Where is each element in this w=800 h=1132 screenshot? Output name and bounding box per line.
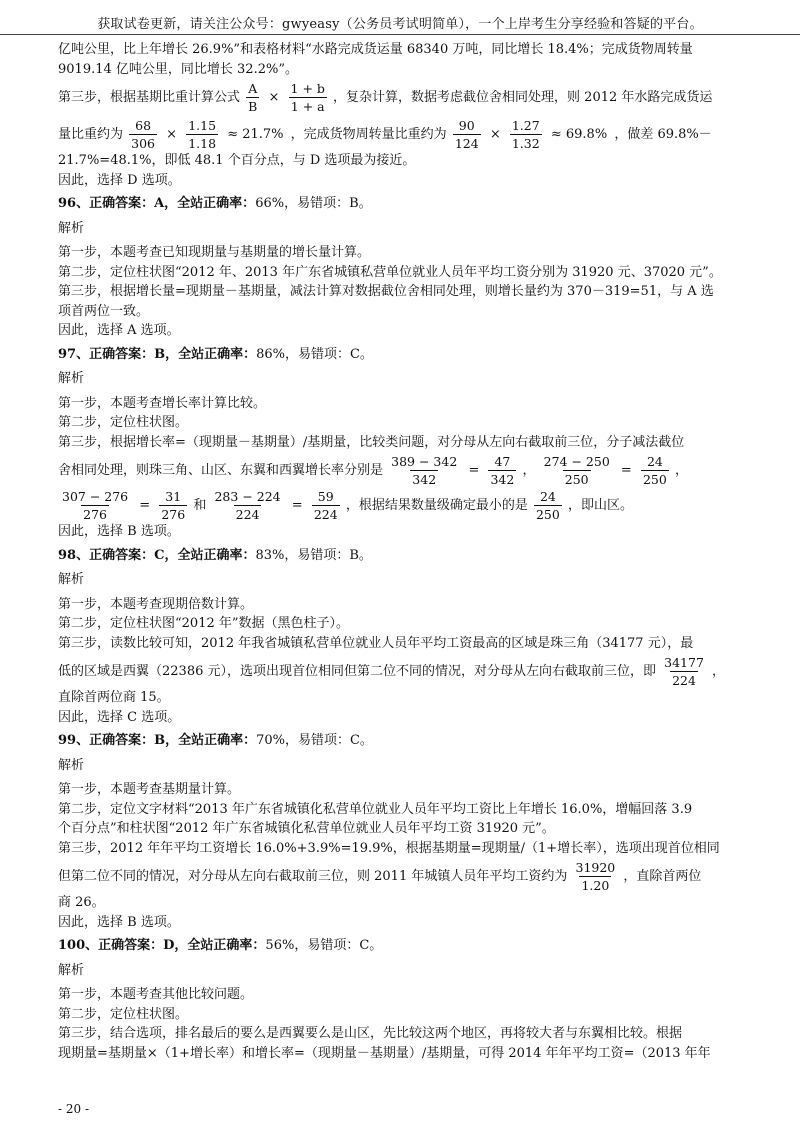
page-number: - 20 - xyxy=(58,1102,90,1116)
fraction-numerator: 31 xyxy=(165,489,182,504)
fraction-denominator: 1.20 xyxy=(581,878,610,893)
answer-rest: 56%，易错项：C。 xyxy=(265,938,383,953)
text-segment: ，即山区。 xyxy=(567,498,633,513)
fraction xyxy=(641,454,669,487)
fraction xyxy=(289,81,327,114)
text-line: 第二步，定位柱状图。 xyxy=(58,1006,189,1022)
operator: = xyxy=(620,462,632,478)
text-line: 第一步，本题考查已知现期量与基期量的增长量计算。 xyxy=(58,245,371,260)
fraction-numerator: 24 xyxy=(646,454,663,469)
text-line: 商 26。 xyxy=(58,895,105,910)
operator: = xyxy=(139,497,151,513)
fraction xyxy=(453,118,481,151)
text-line: 第一步，本题考查基期量计算。 xyxy=(58,782,241,797)
text-line: 第二步，定位文字材料“2013 年广东省城镇化私营单位就业人员年平均工资比上年增长 16.0%，增幅回落 3.9 xyxy=(58,801,693,817)
page-content xyxy=(58,40,748,1063)
header-text: 获取试卷更新，请关注公众号：gwyeasy（公务员考试明简单），一个上岸考生分享经验和答疑的平台。 xyxy=(97,17,703,32)
text-line: 第二步，定位柱状图“2012 年、2013 年广东省城镇私营单位就业人员年平均工资分别为 31920 元、37020 元”。 xyxy=(58,264,722,280)
fraction xyxy=(488,454,516,487)
formula-line xyxy=(58,860,748,893)
text-line: 因此，选择 A 选项。 xyxy=(58,323,180,338)
fraction xyxy=(246,81,259,114)
fraction-numerator: 59 xyxy=(317,489,334,504)
text-line: 直除首两位商 15。 xyxy=(58,690,170,705)
operator: × xyxy=(268,89,280,105)
text-segment: ，根据结果数量级确定最小的是 xyxy=(345,498,528,513)
formula-line xyxy=(58,454,748,487)
text-line: 亿吨公里，比上年增长 26.9%”和表格材料“水路完成货运量 68340 万吨，同比增长 18.4%；完成货物周转量 xyxy=(58,42,693,57)
operator: × xyxy=(166,126,178,142)
fraction-denominator: 1 + a xyxy=(290,99,325,114)
answer-head: 99、正确答案：B，全站正确率： xyxy=(58,733,257,748)
answer-rest: 86%，易错项：C。 xyxy=(256,346,373,362)
fraction-denominator: 1.32 xyxy=(511,136,540,151)
answer-rest: 66%，易错项：B。 xyxy=(255,196,372,211)
fraction-denominator: 224 xyxy=(235,507,260,522)
text-line: 第三步，读数比较可知，2012 年我省城镇私营单位就业人员年平均工资最高的区域是珠三角（34177 元），最 xyxy=(58,635,694,651)
fraction-numerator: 307 − 276 xyxy=(62,489,129,504)
fraction-denominator: 342 xyxy=(490,472,515,487)
page-header xyxy=(0,0,800,35)
text-line: 因此，选择 D 选项。 xyxy=(58,172,181,188)
fraction-numerator: 31920 xyxy=(575,860,616,875)
fraction-denominator: 250 xyxy=(564,472,589,487)
analysis-label: 解析 xyxy=(58,572,85,587)
operator: = xyxy=(468,462,480,478)
text-line: 9019.14 亿吨公里，同比增长 32.2%”。 xyxy=(58,61,298,77)
analysis-label: 解析 xyxy=(58,757,85,773)
fraction xyxy=(389,454,459,487)
text-line: 项首两位一致。 xyxy=(58,303,150,319)
text-line: 现期量=基期量×（1+增长率）和增长率=（现期量－基期量）/基期量，可得 2014 年年平均工资=（2013 年年 xyxy=(58,1045,711,1061)
fraction-numerator: 1 + b xyxy=(290,81,325,96)
fraction-denominator: 124 xyxy=(454,136,479,151)
text-segment: 但第二位不同的情况，对分母从左向右截取前三位，则 2011 年城镇人员年平均工资约为 xyxy=(58,869,568,884)
text-line: 第二步，定位柱状图“2012 年”数据（黑色柱子）。 xyxy=(58,616,350,631)
text-segment: 和 xyxy=(193,498,207,513)
fraction-denominator: 342 xyxy=(412,472,437,487)
fraction-denominator: 250 xyxy=(642,472,667,487)
formula-line xyxy=(58,81,748,114)
text-line: 第三步，根据增长率=（现期量－基期量）/基期量，比较类问题，对分母从左向右截取前三位，分子减法截位 xyxy=(58,434,685,450)
fraction-numerator: 1.27 xyxy=(511,118,540,133)
fraction xyxy=(186,118,218,151)
text-segment: ， xyxy=(674,463,688,478)
fraction xyxy=(60,489,130,522)
fraction xyxy=(212,489,282,522)
fraction-numerator: 90 xyxy=(458,118,475,133)
text-line: 第三步，根据增长量=现期量－基期量，减法计算对数据截位舍相同处理，则增长量约为 370－319=51，与 A 选 xyxy=(58,284,714,299)
answer-head: 97、正确答案：B，全站正确率： xyxy=(58,346,257,362)
text-segment: ，完成货物周转量比重约为 xyxy=(290,127,447,142)
answer-header xyxy=(58,546,748,566)
text-line: 第一步，本题考查现期倍数计算。 xyxy=(58,596,254,612)
answer-head: 100、正确答案：D，全站正确率： xyxy=(58,938,266,953)
text-segment: ，复杂计算，数据考虑截位舍相同处理，则 2012 年水路完成货运 xyxy=(333,90,713,105)
fraction-numerator: 24 xyxy=(539,489,556,504)
answer-header xyxy=(58,194,748,214)
answer-header xyxy=(58,345,748,365)
fraction-numerator: 283 − 224 xyxy=(214,489,281,504)
fraction-denominator: 250 xyxy=(535,507,560,522)
fraction-numerator: 389 − 342 xyxy=(391,454,458,469)
answer-header xyxy=(58,731,748,751)
fraction-denominator: 224 xyxy=(672,673,696,688)
fraction-numerator: 274 − 250 xyxy=(543,454,610,469)
formula-line xyxy=(58,118,748,151)
operator: = xyxy=(291,497,303,513)
fraction xyxy=(534,489,562,522)
fraction-denominator: 306 xyxy=(131,136,156,151)
answer-rest: 70%，易错项：C。 xyxy=(256,733,373,748)
fraction-denominator: 1.18 xyxy=(188,136,217,151)
fraction xyxy=(662,655,706,688)
fraction-denominator: 276 xyxy=(83,507,107,522)
formula-line xyxy=(58,655,748,688)
text-segment: 第三步，根据基期比重计算公式 xyxy=(58,90,241,105)
fraction-numerator: A xyxy=(248,81,258,96)
fraction-numerator: 47 xyxy=(494,454,511,469)
approx-value: ≈ 69.8% xyxy=(550,126,608,142)
fraction-numerator: 1.15 xyxy=(188,118,217,133)
text-line: 第三步，结合选项，排名最后的要么是西翼要么是山区，先比较这两个地区，再将较大者与东翼相比较。根据 xyxy=(58,1026,683,1041)
text-line: 个百分点”和柱状图“2012 年广东省城镇化私营单位就业人员年平均工资 31920 元”。 xyxy=(58,821,555,836)
text-segment: ， xyxy=(522,463,536,478)
answer-head: 98、正确答案：C，全站正确率： xyxy=(58,547,256,563)
answer-rest: 83%，易错项：B。 xyxy=(255,547,372,563)
analysis-label: 解析 xyxy=(58,371,85,386)
text-line: 第三步，2012 年年平均工资增长 16.0%+3.9%=19.9%，根据基期量=现期量/（1+增长率），选项出现首位相同 xyxy=(58,840,720,856)
text-line: 21.7%=48.1%，即低 48.1 个百分点，与 D 选项最为接近。 xyxy=(58,153,416,168)
analysis-label: 解析 xyxy=(58,962,85,978)
text-line: 第一步，本题考查其他比较问题。 xyxy=(58,987,254,1002)
fraction-numerator: 68 xyxy=(135,118,152,133)
analysis-label: 解析 xyxy=(58,220,85,236)
fraction-numerator: 34177 xyxy=(664,655,704,670)
fraction-denominator: 276 xyxy=(161,507,186,522)
text-segment: 舍相同处理，则珠三角、山区、东翼和西翼增长率分别是 xyxy=(58,463,384,478)
answer-header xyxy=(58,936,748,956)
fraction-denominator: 224 xyxy=(313,507,338,522)
text-line: 因此，选择 B 选项。 xyxy=(58,914,180,930)
text-line: 第一步，本题考查增长率计算比较。 xyxy=(58,395,267,411)
text-segment: 低的区域是西翼（22386 元），选项出现首位相同但第二位不同的情况，对分母从左向右截取前三位，即 xyxy=(58,664,656,679)
text-line: 第二步，定位柱状图。 xyxy=(58,415,189,430)
answer-head: 96、正确答案：A，全站正确率： xyxy=(58,196,256,211)
text-line: 因此，选择 B 选项。 xyxy=(58,524,180,539)
text-line: 因此，选择 C 选项。 xyxy=(58,709,181,725)
fraction-denominator: B xyxy=(248,99,258,114)
text-segment: 量比重约为 xyxy=(58,127,124,142)
text-segment: ，做差 69.8%－ xyxy=(614,127,712,142)
fraction xyxy=(312,489,340,522)
fraction xyxy=(574,860,618,893)
fraction xyxy=(129,118,157,151)
text-segment: ，直除首两位 xyxy=(623,869,702,884)
fraction xyxy=(542,454,612,487)
formula-line xyxy=(58,489,748,522)
text-segment: ， xyxy=(712,664,726,679)
operator: × xyxy=(489,126,501,142)
approx-value: ≈ 21.7% xyxy=(227,126,284,142)
fraction xyxy=(159,489,187,522)
fraction xyxy=(510,118,542,151)
